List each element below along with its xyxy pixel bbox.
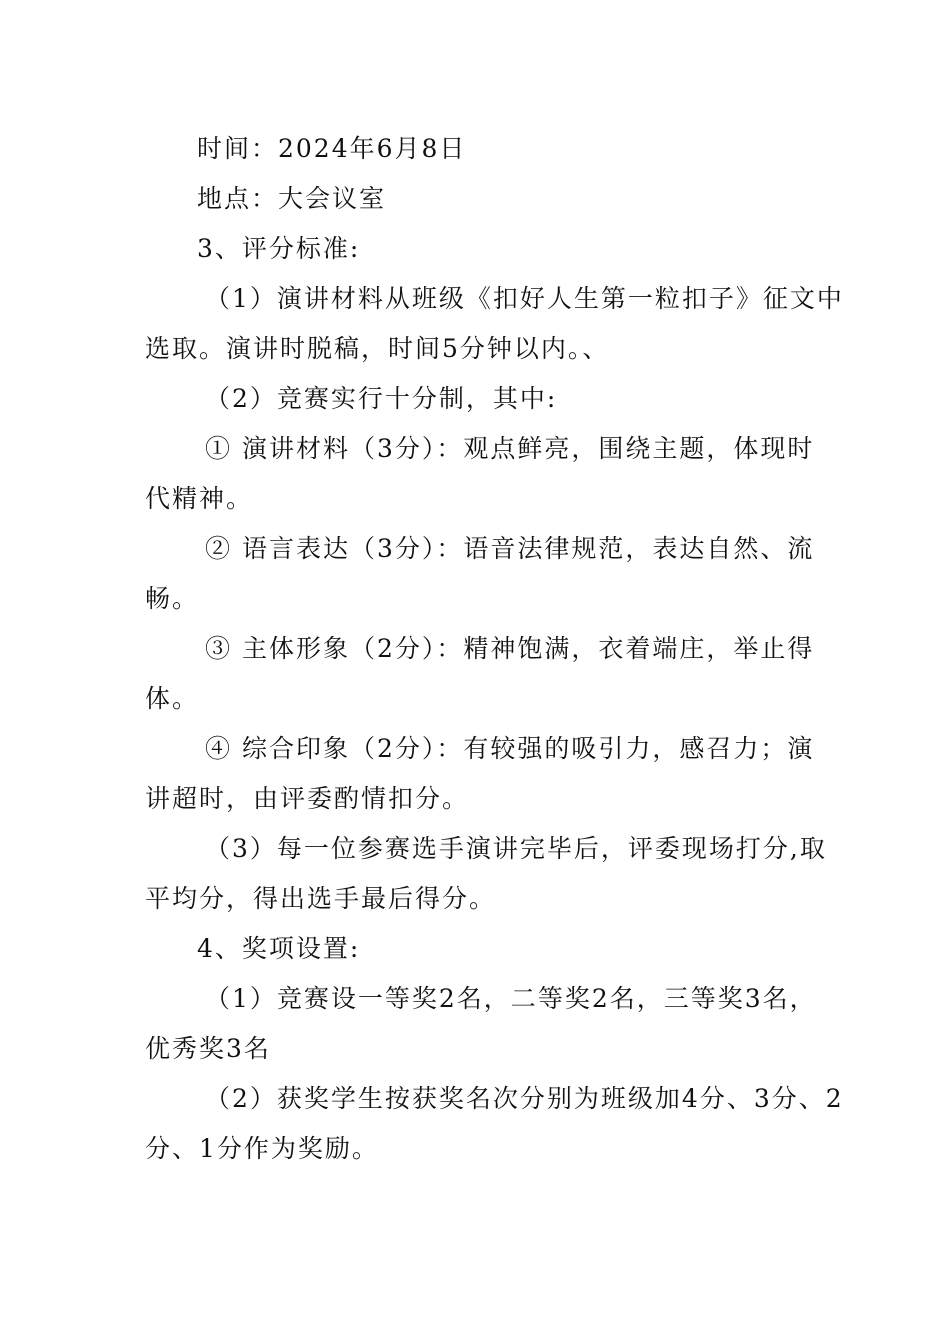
criterion-line: ① 演讲材料（3分）：观点鲜亮，围绕主题，体现时	[205, 434, 815, 463]
paragraph-line: （2）获奖学生按获奖名次分别为班级加4分、3分、2	[205, 1084, 844, 1113]
paragraph-line: （3）每一位参赛选手演讲完毕后，评委现场打分,取	[205, 834, 827, 863]
paragraph-line: （1）竞赛设一等奖2名，二等奖2名，三等奖3名，	[205, 984, 817, 1013]
paragraph-line: （2）竞赛实行十分制，其中:	[205, 384, 558, 413]
criterion-line: ③ 主体形象（2分）：精神饱满，衣着端庄，举止得	[205, 634, 815, 663]
criterion-line: 体。	[145, 684, 200, 713]
criterion-line: ② 语言表达（3分）：语音法律规范，表达自然、流	[205, 534, 815, 563]
paragraph-line: 优秀奖3名	[145, 1034, 271, 1063]
section-heading-scoring: 3、评分标准:	[197, 234, 361, 263]
criterion-line: 代精神。	[145, 484, 254, 513]
criterion-line: 讲超时，由评委酌情扣分。	[145, 784, 470, 813]
paragraph-line: 分、1分作为奖励。	[145, 1134, 379, 1163]
section-heading-awards: 4、奖项设置:	[197, 934, 361, 963]
location-line: 地点：大会议室	[197, 184, 387, 213]
time-line: 时间：2024年6月8日	[197, 134, 467, 163]
paragraph-line: 平均分，得出选手最后得分。	[145, 884, 497, 913]
paragraph-line: 选取。演讲时脱稿，时间5分钟以内。、	[145, 334, 610, 363]
criterion-line: 畅。	[145, 584, 200, 613]
paragraph-line: （1）演讲材料从班级《扣好人生第一粒扣子》征文中	[205, 284, 844, 313]
criterion-line: ④ 综合印象（2分）：有较强的吸引力，感召力；演	[205, 734, 815, 763]
